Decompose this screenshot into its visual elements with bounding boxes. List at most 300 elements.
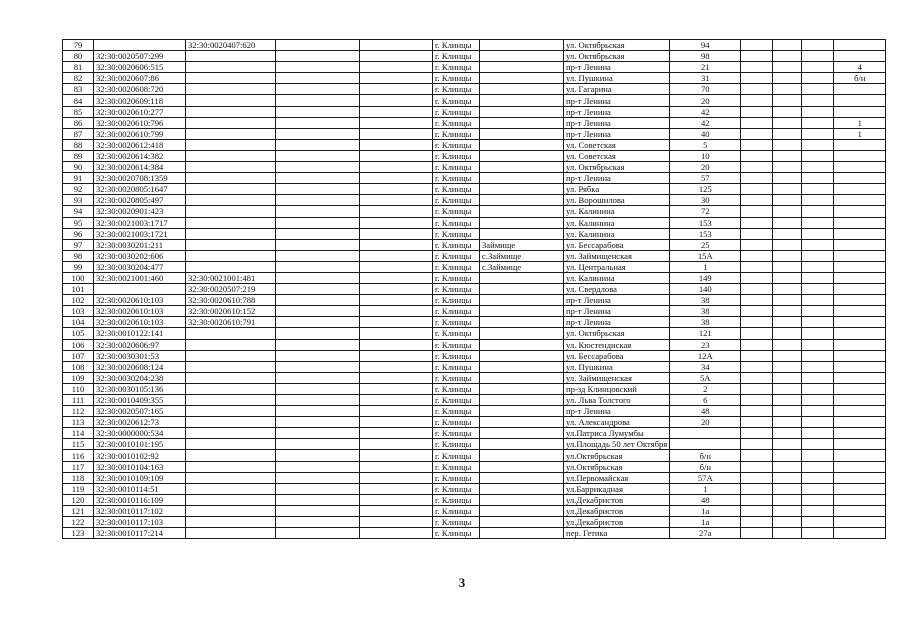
empty-cell	[773, 339, 802, 350]
extra-value-cell	[834, 84, 886, 95]
empty-cell	[741, 383, 773, 394]
street-cell: ул. Советская	[564, 150, 670, 161]
row-number-cell: 98	[63, 250, 94, 261]
street-cell: ул. Рябка	[564, 184, 670, 195]
empty-cell	[360, 517, 433, 528]
house-number-cell: 20	[670, 417, 741, 428]
cadastral-number-cell: 32:30:0020608:720	[94, 84, 186, 95]
related-cadastral-number-cell	[186, 483, 276, 494]
empty-cell	[276, 295, 360, 306]
locality-cell	[480, 306, 564, 317]
related-cadastral-number-cell: 32:30:0020610:788	[186, 295, 276, 306]
empty-cell	[276, 117, 360, 128]
empty-cell	[276, 106, 360, 117]
row-number-cell: 106	[63, 339, 94, 350]
cadastral-number-cell: 32:30:0010101:195	[94, 439, 186, 450]
empty-cell	[360, 483, 433, 494]
table-row	[63, 40, 886, 51]
locality-cell	[480, 206, 564, 217]
empty-cell	[773, 84, 802, 95]
empty-cell	[360, 439, 433, 450]
locality-cell	[480, 195, 564, 206]
locality-cell	[480, 372, 564, 383]
row-number-cell: 89	[63, 150, 94, 161]
locality-cell	[480, 150, 564, 161]
table-row	[63, 339, 886, 350]
empty-cell	[741, 62, 773, 73]
city-cell: г. Клинцы	[433, 40, 480, 51]
extra-value-cell	[834, 239, 886, 250]
house-number-cell: 48	[670, 406, 741, 417]
empty-cell	[773, 261, 802, 272]
locality-cell	[480, 450, 564, 461]
extra-value-cell	[834, 95, 886, 106]
table-row	[63, 450, 886, 461]
row-number-cell: 102	[63, 295, 94, 306]
row-number-cell: 108	[63, 361, 94, 372]
row-number-cell: 88	[63, 139, 94, 150]
city-cell: г. Клинцы	[433, 139, 480, 150]
empty-cell	[741, 40, 773, 51]
extra-value-cell	[834, 383, 886, 394]
empty-cell	[773, 417, 802, 428]
empty-cell	[741, 206, 773, 217]
empty-cell	[741, 239, 773, 250]
locality-cell	[480, 483, 564, 494]
locality-cell	[480, 328, 564, 339]
house-number-cell: 31	[670, 73, 741, 84]
empty-cell	[741, 184, 773, 195]
city-cell: г. Клинцы	[433, 439, 480, 450]
locality-cell	[480, 272, 564, 283]
locality-cell	[480, 106, 564, 117]
empty-cell	[802, 195, 834, 206]
house-number-cell: 34	[670, 361, 741, 372]
street-cell: пр-т Ленина	[564, 306, 670, 317]
empty-cell	[276, 40, 360, 51]
house-number-cell: б/н	[670, 450, 741, 461]
locality-cell	[480, 284, 564, 295]
table-row	[63, 328, 886, 339]
empty-cell	[360, 361, 433, 372]
cadastral-number-cell: 32:30:0030201:211	[94, 239, 186, 250]
empty-cell	[802, 483, 834, 494]
empty-cell	[773, 162, 802, 173]
city-cell: г. Клинцы	[433, 317, 480, 328]
extra-value-cell	[834, 106, 886, 117]
extra-value-cell	[834, 528, 886, 539]
table-row	[63, 184, 886, 195]
empty-cell	[360, 306, 433, 317]
row-number-cell: 80	[63, 51, 94, 62]
related-cadastral-number-cell	[186, 84, 276, 95]
row-number-cell: 117	[63, 461, 94, 472]
empty-cell	[741, 272, 773, 283]
row-number-cell: 86	[63, 117, 94, 128]
row-number-cell: 101	[63, 284, 94, 295]
empty-cell	[802, 395, 834, 406]
empty-cell	[773, 106, 802, 117]
row-number-cell: 110	[63, 383, 94, 394]
empty-cell	[802, 372, 834, 383]
related-cadastral-number-cell	[186, 239, 276, 250]
house-number-cell: 98	[670, 51, 741, 62]
empty-cell	[360, 117, 433, 128]
related-cadastral-number-cell	[186, 139, 276, 150]
extra-value-cell	[834, 339, 886, 350]
cadastral-number-cell: 32:30:0020610:103	[94, 295, 186, 306]
locality-cell	[480, 350, 564, 361]
locality-cell	[480, 95, 564, 106]
empty-cell	[773, 317, 802, 328]
city-cell: г. Клинцы	[433, 95, 480, 106]
empty-cell	[773, 95, 802, 106]
extra-value-cell	[834, 206, 886, 217]
empty-cell	[360, 505, 433, 516]
empty-cell	[773, 40, 802, 51]
empty-cell	[802, 439, 834, 450]
city-cell: г. Клинцы	[433, 406, 480, 417]
house-number-cell: 40	[670, 128, 741, 139]
related-cadastral-number-cell	[186, 339, 276, 350]
cadastral-number-cell: 32:30:0020612:73	[94, 417, 186, 428]
empty-cell	[802, 84, 834, 95]
empty-cell	[360, 428, 433, 439]
empty-cell	[802, 51, 834, 62]
locality-cell	[480, 62, 564, 73]
empty-cell	[802, 383, 834, 394]
empty-cell	[276, 150, 360, 161]
house-number-cell: 94	[670, 40, 741, 51]
cadastral-number-cell	[94, 40, 186, 51]
extra-value-cell	[834, 483, 886, 494]
empty-cell	[360, 372, 433, 383]
empty-cell	[741, 284, 773, 295]
cadastral-number-cell: 32:30:0020606:97	[94, 339, 186, 350]
city-cell: г. Клинцы	[433, 339, 480, 350]
empty-cell	[802, 106, 834, 117]
street-cell: ул.Первомайская	[564, 472, 670, 483]
empty-cell	[276, 284, 360, 295]
empty-cell	[802, 517, 834, 528]
related-cadastral-number-cell	[186, 173, 276, 184]
house-number-cell: 1	[670, 483, 741, 494]
cadastral-number-cell: 32:30:0020610:799	[94, 128, 186, 139]
row-number-cell: 85	[63, 106, 94, 117]
street-cell: ул. Октябрьская	[564, 40, 670, 51]
cadastral-number-cell: 32:30:0010114:51	[94, 483, 186, 494]
locality-cell	[480, 461, 564, 472]
row-number-cell: 120	[63, 494, 94, 505]
empty-cell	[741, 150, 773, 161]
empty-cell	[276, 339, 360, 350]
city-cell: г. Клинцы	[433, 372, 480, 383]
empty-cell	[276, 184, 360, 195]
extra-value-cell	[834, 261, 886, 272]
table-row	[63, 250, 886, 261]
extra-value-cell	[834, 284, 886, 295]
locality-cell	[480, 317, 564, 328]
city-cell: г. Клинцы	[433, 328, 480, 339]
empty-cell	[773, 250, 802, 261]
cadastral-number-cell: 32:30:0020606:515	[94, 62, 186, 73]
table-row	[63, 206, 886, 217]
empty-cell	[741, 84, 773, 95]
row-number-cell: 79	[63, 40, 94, 51]
street-cell: ул. Советская	[564, 139, 670, 150]
empty-cell	[741, 117, 773, 128]
empty-cell	[360, 62, 433, 73]
house-number-cell: б/н	[670, 461, 741, 472]
locality-cell	[480, 128, 564, 139]
empty-cell	[741, 95, 773, 106]
empty-cell	[773, 217, 802, 228]
extra-value-cell: 1	[834, 128, 886, 139]
empty-cell	[741, 217, 773, 228]
empty-cell	[276, 439, 360, 450]
table-row	[63, 128, 886, 139]
table-row	[63, 350, 886, 361]
empty-cell	[773, 372, 802, 383]
street-cell: ул. Октябрьская	[564, 328, 670, 339]
empty-cell	[802, 417, 834, 428]
empty-cell	[773, 350, 802, 361]
table-row	[63, 494, 886, 505]
extra-value-cell	[834, 461, 886, 472]
related-cadastral-number-cell	[186, 417, 276, 428]
table-row	[63, 284, 886, 295]
related-cadastral-number-cell: 32:30:0020610:152	[186, 306, 276, 317]
empty-cell	[802, 361, 834, 372]
empty-cell	[360, 73, 433, 84]
empty-cell	[802, 450, 834, 461]
extra-value-cell	[834, 472, 886, 483]
related-cadastral-number-cell	[186, 217, 276, 228]
house-number-cell: 72	[670, 206, 741, 217]
table-row	[63, 150, 886, 161]
street-cell: ул. Гагарина	[564, 84, 670, 95]
table-row	[63, 173, 886, 184]
table-row	[63, 383, 886, 394]
city-cell: г. Клинцы	[433, 106, 480, 117]
empty-cell	[360, 228, 433, 239]
row-number-cell: 121	[63, 505, 94, 516]
locality-cell	[480, 528, 564, 539]
locality-cell	[480, 139, 564, 150]
empty-cell	[773, 228, 802, 239]
cadastral-number-cell: 32:30:0030202:606	[94, 250, 186, 261]
table-row	[63, 317, 886, 328]
empty-cell	[802, 250, 834, 261]
city-cell: г. Клинцы	[433, 306, 480, 317]
locality-cell	[480, 517, 564, 528]
empty-cell	[741, 361, 773, 372]
related-cadastral-number-cell	[186, 494, 276, 505]
extra-value-cell	[834, 494, 886, 505]
locality-cell	[480, 295, 564, 306]
empty-cell	[276, 195, 360, 206]
row-number-cell: 115	[63, 439, 94, 450]
extra-value-cell	[834, 272, 886, 283]
empty-cell	[741, 228, 773, 239]
empty-cell	[276, 383, 360, 394]
street-cell: ул. Бессарабова	[564, 350, 670, 361]
empty-cell	[741, 350, 773, 361]
extra-value-cell: б/н	[834, 73, 886, 84]
street-cell: ул. Займищенская	[564, 372, 670, 383]
empty-cell	[276, 272, 360, 283]
empty-cell	[741, 395, 773, 406]
locality-cell	[480, 117, 564, 128]
empty-cell	[276, 73, 360, 84]
empty-cell	[802, 184, 834, 195]
empty-cell	[360, 328, 433, 339]
city-cell: г. Клинцы	[433, 217, 480, 228]
empty-cell	[773, 284, 802, 295]
empty-cell	[802, 295, 834, 306]
cadastral-number-cell	[94, 284, 186, 295]
house-number-cell: 10	[670, 150, 741, 161]
related-cadastral-number-cell	[186, 206, 276, 217]
house-number-cell: 1а	[670, 517, 741, 528]
empty-cell	[360, 40, 433, 51]
related-cadastral-number-cell	[186, 450, 276, 461]
table-row	[63, 372, 886, 383]
related-cadastral-number-cell	[186, 150, 276, 161]
related-cadastral-number-cell	[186, 328, 276, 339]
empty-cell	[360, 450, 433, 461]
empty-cell	[276, 206, 360, 217]
locality-cell	[480, 417, 564, 428]
street-cell: ул.Октябрьская	[564, 461, 670, 472]
cadastral-number-cell: 32:30:0020901:423	[94, 206, 186, 217]
street-cell: пр-т Ленина	[564, 295, 670, 306]
street-cell: ул. Калинина	[564, 206, 670, 217]
extra-value-cell	[834, 295, 886, 306]
extra-value-cell	[834, 150, 886, 161]
locality-cell	[480, 162, 564, 173]
empty-cell	[741, 106, 773, 117]
row-number-cell: 83	[63, 84, 94, 95]
house-number-cell: 2	[670, 383, 741, 394]
row-number-cell: 113	[63, 417, 94, 428]
table-body	[63, 40, 886, 539]
empty-cell	[802, 95, 834, 106]
extra-value-cell	[834, 139, 886, 150]
cadastral-number-cell: 32:30:0020610:277	[94, 106, 186, 117]
table-row	[63, 51, 886, 62]
empty-cell	[773, 428, 802, 439]
empty-cell	[276, 328, 360, 339]
empty-cell	[773, 528, 802, 539]
empty-cell	[741, 461, 773, 472]
table-row	[63, 228, 886, 239]
empty-cell	[802, 317, 834, 328]
empty-cell	[360, 84, 433, 95]
city-cell: г. Клинцы	[433, 461, 480, 472]
empty-cell	[802, 239, 834, 250]
row-number-cell: 87	[63, 128, 94, 139]
related-cadastral-number-cell	[186, 472, 276, 483]
empty-cell	[360, 128, 433, 139]
street-cell: ул. Бессарабова	[564, 239, 670, 250]
empty-cell	[773, 272, 802, 283]
empty-cell	[741, 173, 773, 184]
house-number-cell: 25	[670, 239, 741, 250]
cadastral-number-cell: 32:30:0020608:124	[94, 361, 186, 372]
cadastral-number-cell: 32:30:0010117:102	[94, 505, 186, 516]
address-register-table	[62, 39, 886, 539]
row-number-cell: 95	[63, 217, 94, 228]
city-cell: г. Клинцы	[433, 84, 480, 95]
city-cell: г. Клинцы	[433, 73, 480, 84]
house-number-cell: 21	[670, 62, 741, 73]
row-number-cell: 103	[63, 306, 94, 317]
empty-cell	[276, 62, 360, 73]
street-cell: ул. Октябрьская	[564, 162, 670, 173]
empty-cell	[741, 261, 773, 272]
city-cell: г. Клинцы	[433, 261, 480, 272]
empty-cell	[741, 162, 773, 173]
row-number-cell: 84	[63, 95, 94, 106]
empty-cell	[276, 162, 360, 173]
related-cadastral-number-cell	[186, 195, 276, 206]
related-cadastral-number-cell: 32:30:0020507:219	[186, 284, 276, 295]
city-cell: г. Клинцы	[433, 284, 480, 295]
extra-value-cell	[834, 361, 886, 372]
related-cadastral-number-cell	[186, 528, 276, 539]
table-row	[63, 261, 886, 272]
cadastral-number-cell: 32:30:0030301:53	[94, 350, 186, 361]
empty-cell	[276, 505, 360, 516]
row-number-cell: 111	[63, 395, 94, 406]
extra-value-cell	[834, 428, 886, 439]
empty-cell	[741, 517, 773, 528]
empty-cell	[802, 528, 834, 539]
table-row	[63, 406, 886, 417]
cadastral-number-cell: 32:30:0020805:1647	[94, 184, 186, 195]
house-number-cell: 20	[670, 95, 741, 106]
related-cadastral-number-cell	[186, 395, 276, 406]
empty-cell	[741, 250, 773, 261]
row-number-cell: 92	[63, 184, 94, 195]
extra-value-cell	[834, 328, 886, 339]
locality-cell	[480, 494, 564, 505]
house-number-cell: 6	[670, 395, 741, 406]
locality-cell	[480, 505, 564, 516]
row-number-cell: 123	[63, 528, 94, 539]
cadastral-number-cell: 32:30:0021003:1721	[94, 228, 186, 239]
table-row	[63, 395, 886, 406]
locality-cell	[480, 40, 564, 51]
locality-cell	[480, 173, 564, 184]
empty-cell	[741, 195, 773, 206]
city-cell: г. Клинцы	[433, 195, 480, 206]
cadastral-number-cell: 32:30:0020507:165	[94, 406, 186, 417]
row-number-cell: 99	[63, 261, 94, 272]
empty-cell	[360, 162, 433, 173]
empty-cell	[773, 383, 802, 394]
city-cell: г. Клинцы	[433, 162, 480, 173]
empty-cell	[360, 395, 433, 406]
extra-value-cell: 4	[834, 62, 886, 73]
city-cell: г. Клинцы	[433, 51, 480, 62]
empty-cell	[276, 51, 360, 62]
table-row	[63, 95, 886, 106]
empty-cell	[773, 472, 802, 483]
house-number-cell: 125	[670, 184, 741, 195]
empty-cell	[360, 339, 433, 350]
